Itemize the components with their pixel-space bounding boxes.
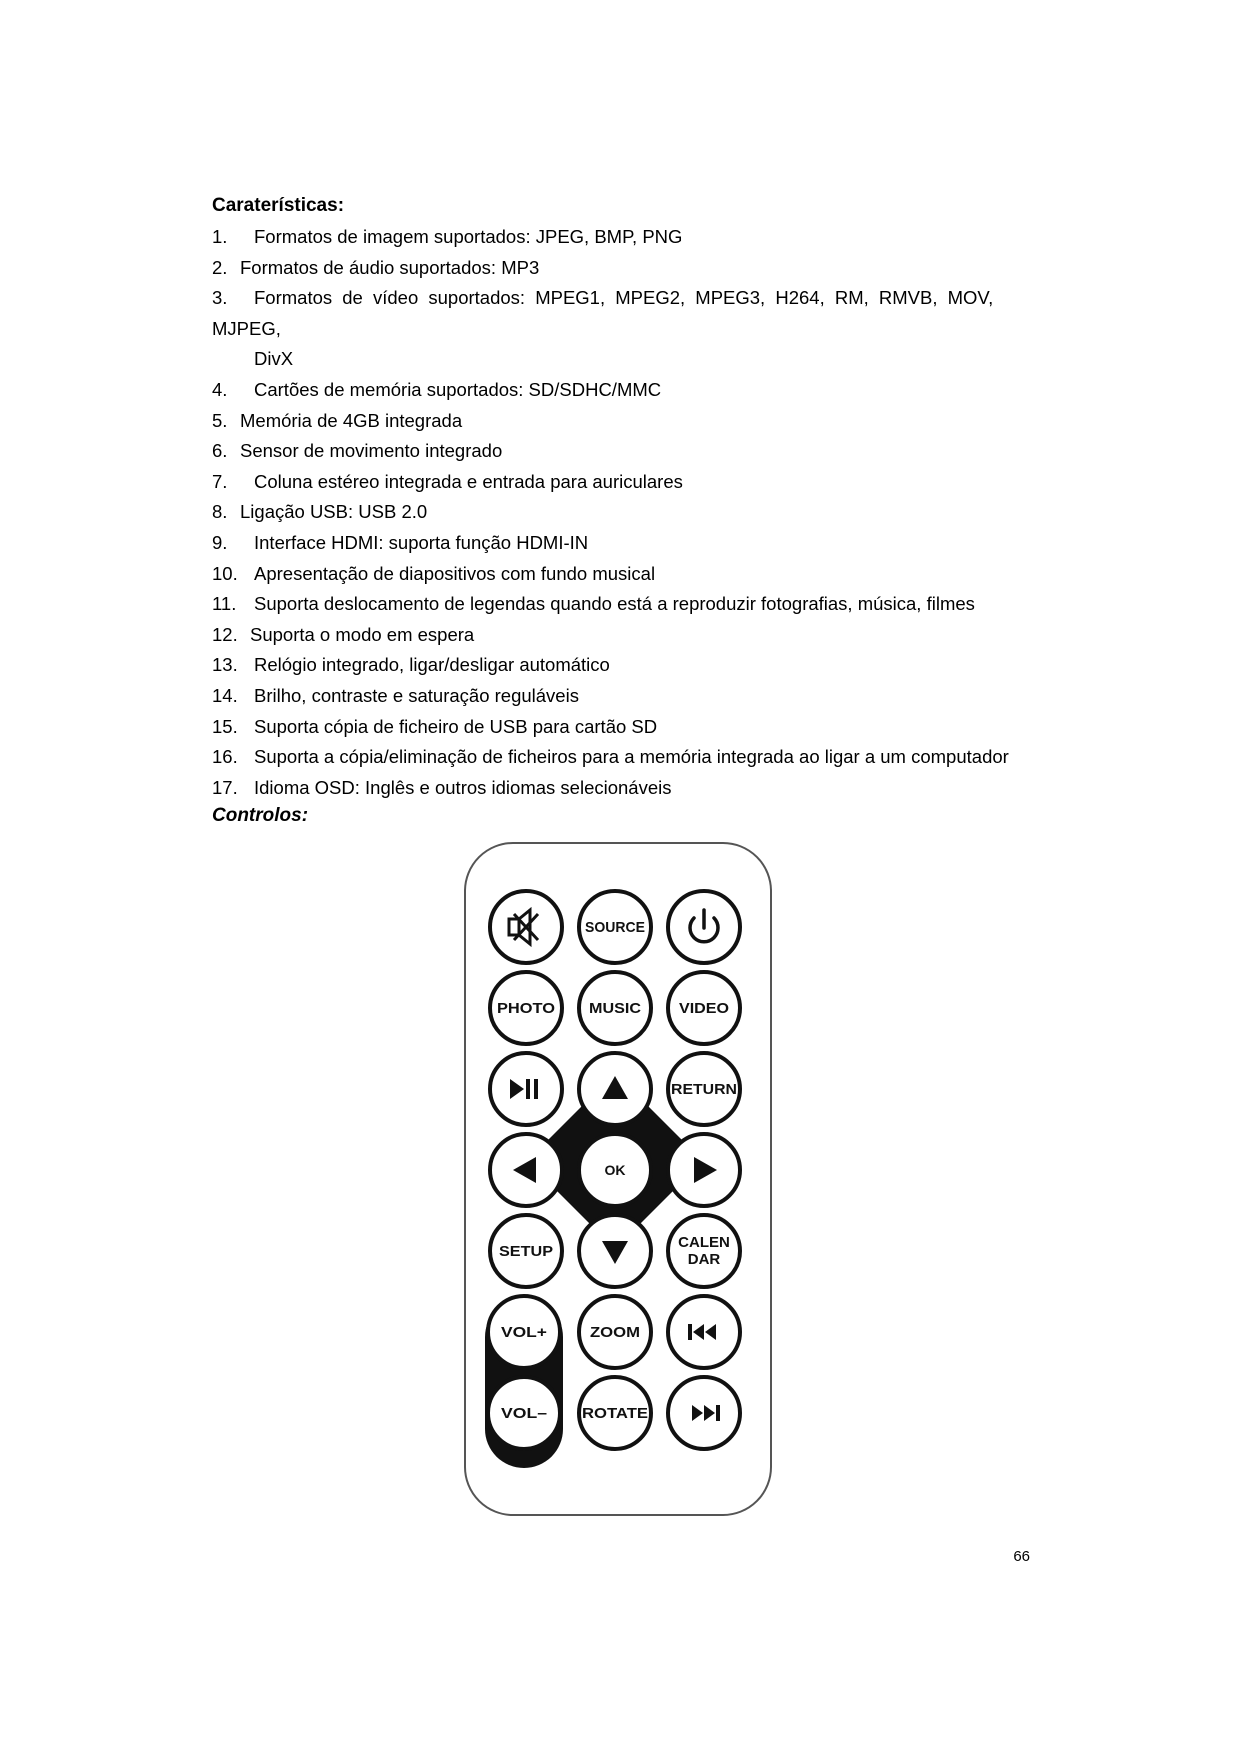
calendar-label-line1: CALEN bbox=[678, 1234, 730, 1251]
zoom-label: ZOOM bbox=[590, 1324, 640, 1341]
remote-control-diagram bbox=[462, 840, 774, 1520]
feature-item bbox=[212, 712, 1032, 743]
feature-number: 14. bbox=[212, 684, 238, 706]
feature-text: Brilho, contraste e saturação reguláveis bbox=[254, 684, 579, 706]
rotate-label: ROTATE bbox=[582, 1405, 648, 1422]
feature-text: Relógio integrado, ligar/desligar automático bbox=[254, 654, 610, 676]
feature-item bbox=[212, 467, 1032, 498]
feature-item bbox=[212, 436, 1032, 467]
feature-item bbox=[212, 375, 1032, 406]
photo-label: PHOTO bbox=[497, 1000, 556, 1017]
feature-item bbox=[212, 589, 1032, 620]
feature-text: Interface HDMI: suporta função HDMI-IN bbox=[254, 531, 589, 553]
feature-number: 4. bbox=[212, 378, 228, 400]
feature-text: Suporta o modo em espera bbox=[250, 623, 475, 645]
feature-text: Cartões de memória suportados: SD/SDHC/MMC bbox=[254, 378, 662, 400]
features-list bbox=[212, 222, 1032, 803]
feature-number: 3. bbox=[212, 287, 228, 309]
feature-item bbox=[212, 497, 1032, 528]
ok-label: OK bbox=[604, 1162, 626, 1178]
return-label: RETURN bbox=[671, 1081, 737, 1098]
video-label: VIDEO bbox=[679, 1000, 730, 1017]
feature-text: Suporta cópia de ficheiro de USB para cartão SD bbox=[254, 715, 658, 737]
feature-text: Formatos de imagem suportados: JPEG, BMP, PNG bbox=[254, 226, 683, 247]
feature-number: 13. bbox=[212, 654, 238, 676]
feature-text-continuation: DivX bbox=[254, 348, 294, 370]
feature-number: 17. bbox=[212, 776, 238, 798]
feature-text: Idioma OSD: Inglês e outros idiomas selecionáveis bbox=[254, 776, 672, 798]
setup-label: SETUP bbox=[499, 1243, 553, 1260]
feature-text: Sensor de movimento integrado bbox=[240, 440, 503, 462]
feature-text: Coluna estéreo integrada e entrada para auriculares bbox=[254, 470, 683, 492]
feature-text: Formatos de áudio suportados: MP3 bbox=[240, 256, 540, 278]
feature-item bbox=[212, 773, 1032, 804]
feature-text: Apresentação de diapositivos com fundo musical bbox=[254, 562, 656, 584]
feature-item bbox=[212, 283, 1032, 375]
feature-number: 9. bbox=[212, 531, 228, 553]
feature-number: 8. bbox=[212, 501, 228, 523]
feature-text: Ligação USB: USB 2.0 bbox=[240, 501, 428, 523]
feature-item bbox=[212, 742, 1032, 773]
feature-number: 1. bbox=[212, 226, 228, 247]
volume-down-label: VOL– bbox=[501, 1405, 547, 1422]
feature-number: 2. bbox=[212, 256, 228, 278]
feature-number: 12. bbox=[212, 623, 238, 645]
controls-heading: Controlos: bbox=[212, 805, 309, 826]
volume-up-label: VOL+ bbox=[501, 1324, 548, 1341]
feature-number: 7. bbox=[212, 470, 228, 492]
feature-item bbox=[212, 620, 1032, 651]
feature-number: 11. bbox=[212, 593, 237, 615]
feature-text: Suporta a cópia/eliminação de ficheiros para a memória integrada ao ligar a um computador bbox=[254, 746, 1009, 768]
feature-text: Formatos de vídeo suportados: MPEG1, MPEG2, MPEG3, H264, RM, RMVB, MOV, MJPEG, bbox=[212, 287, 994, 339]
feature-item bbox=[212, 406, 1032, 437]
feature-number: 15. bbox=[212, 715, 238, 737]
feature-number: 6. bbox=[212, 440, 228, 462]
feature-number: 16. bbox=[212, 746, 238, 768]
feature-item bbox=[212, 528, 1032, 559]
music-label: MUSIC bbox=[589, 1000, 642, 1017]
source-label: SOURCE bbox=[585, 919, 645, 936]
feature-item bbox=[212, 681, 1032, 712]
feature-text: Suporta deslocamento de legendas quando está a reproduzir fotografias, música, filmes bbox=[254, 593, 975, 615]
feature-text: Memória de 4GB integrada bbox=[240, 409, 463, 431]
feature-number: 5. bbox=[212, 409, 228, 431]
feature-number: 10. bbox=[212, 562, 238, 584]
features-heading: Caraterísticas: bbox=[212, 195, 345, 216]
page-number: 66 bbox=[1013, 1548, 1030, 1565]
calendar-label-line2: DAR bbox=[687, 1251, 721, 1268]
feature-item bbox=[212, 253, 1032, 284]
feature-item bbox=[212, 222, 1032, 253]
feature-item bbox=[212, 559, 1032, 590]
feature-item bbox=[212, 650, 1032, 681]
